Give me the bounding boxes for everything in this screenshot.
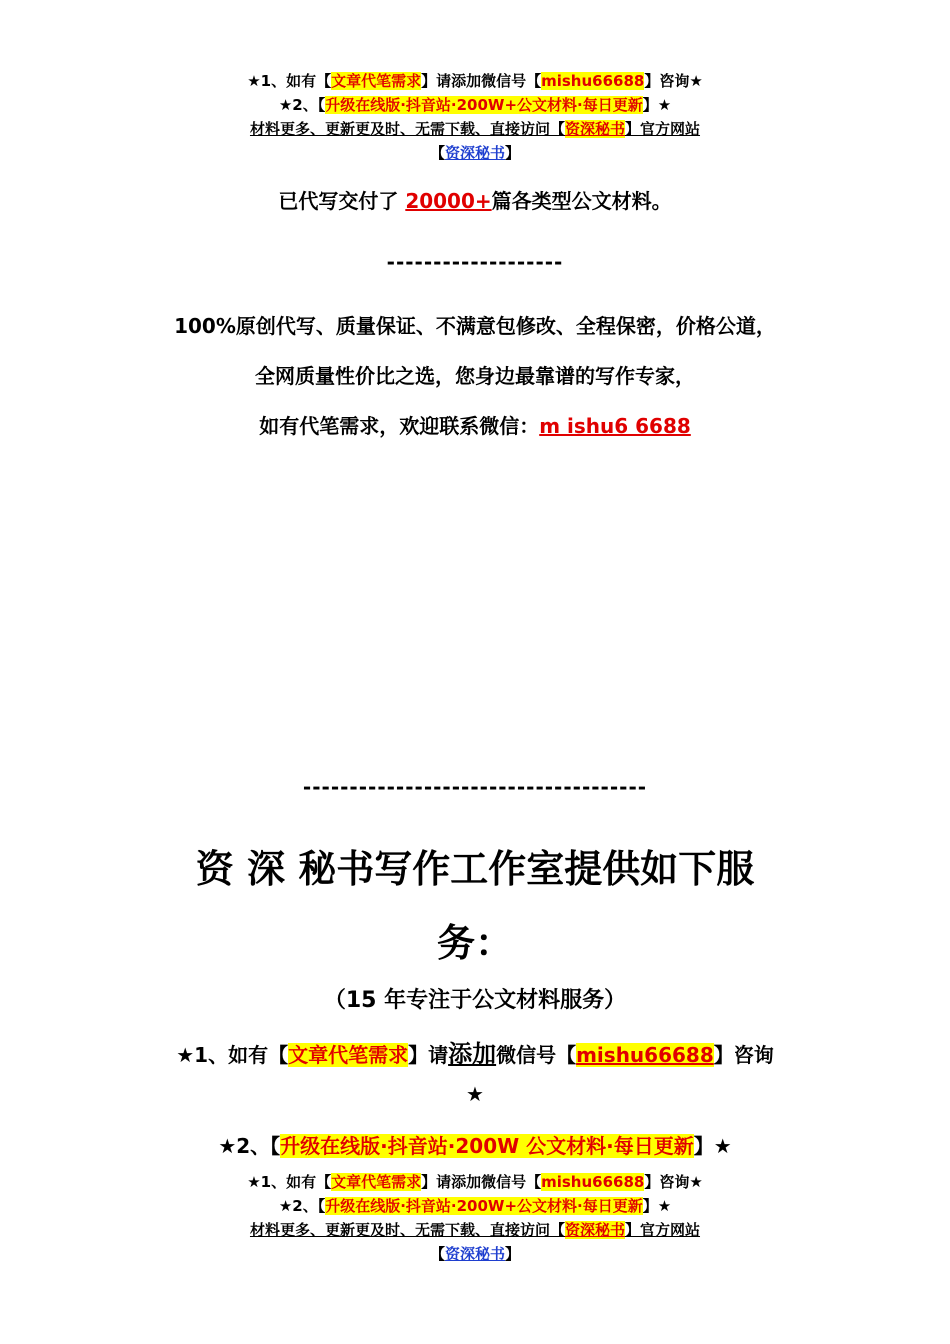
wechat-id-highlight: mishu66688 [541, 1173, 645, 1191]
site-link[interactable]: 资深秘书 [444, 144, 505, 162]
online-version-highlight: 升级在线版·抖音站·200W+公文材料·每日更新 [325, 96, 643, 114]
top-ad-line-2: ★2、【升级在线版·抖音站·200W+公文材料·每日更新】★ [278, 96, 672, 114]
promo-line-1: 100%原创代写、质量保证、不满意包修改、全程保密，价格公道， [174, 314, 776, 338]
divider-short: ------------------- [386, 250, 564, 274]
wechat-id-highlight: mishu66688 [576, 1043, 714, 1067]
promo-line-3: 如有代笔需求，欢迎联系微信：m ishu6 6688 [259, 414, 691, 438]
highlight-writing-service: 文章代笔需求 [331, 72, 422, 90]
services-line-2: ★2、【升级在线版·抖音站·200W 公文材料·每日更新】★ [218, 1134, 732, 1158]
services-subtitle: （15 年专注于公文材料服务） [323, 988, 627, 1013]
add-emphasis: 添加 [448, 1040, 497, 1068]
top-ad-line-1: ★1、如有【文章代笔需求】请添加微信号【mishu66688】咨询★ [247, 72, 703, 90]
services-title-line-1: 资 深 秘书写作工作室提供如下服 [195, 847, 755, 891]
footer-ad-line-4: 【资深秘书】 [429, 1245, 521, 1263]
site-name-highlight[interactable]: 资深秘书 [564, 1221, 625, 1239]
delivered-count: 20000+ [405, 189, 492, 213]
promo-line-2: 全网质量性价比之选，您身边最靠谱的写作专家， [255, 364, 695, 388]
site-name-highlight[interactable]: 资深秘书 [564, 120, 625, 138]
top-ad-line-3: 材料更多、更新更及时、无需下载、直接访问【资深秘书】官方网站 [249, 120, 701, 138]
divider-long: ------------------------------------- [302, 775, 648, 799]
delivered-statement: 已代写交付了 20000+篇各类型公文材料。 [278, 189, 672, 213]
highlight-writing-service: 文章代笔需求 [288, 1043, 409, 1067]
highlight-writing-service: 文章代笔需求 [331, 1173, 422, 1191]
online-version-highlight: 升级在线版·抖音站·200W+公文材料·每日更新 [325, 1197, 643, 1215]
services-line-1: ★1、如有【文章代笔需求】请添加微信号【mishu66688】咨询 [176, 1040, 774, 1068]
footer-ad-line-2: ★2、【升级在线版·抖音站·200W+公文材料·每日更新】★ [278, 1197, 672, 1215]
online-version-highlight: 升级在线版·抖音站·200W 公文材料·每日更新 [280, 1134, 694, 1158]
footer-ad-line-3: 材料更多、更新更及时、无需下载、直接访问【资深秘书】官方网站 [249, 1221, 701, 1239]
site-link[interactable]: 资深秘书 [444, 1245, 505, 1263]
services-line-1-star: ★ [466, 1082, 484, 1106]
services-title-line-2: 务： [436, 921, 513, 965]
footer-ad-line-1: ★1、如有【文章代笔需求】请添加微信号【mishu66688】咨询★ [247, 1173, 703, 1191]
wechat-id-highlight: mishu66688 [541, 72, 645, 90]
top-ad-line-4: 【资深秘书】 [429, 144, 521, 162]
wechat-contact-link[interactable]: m ishu6 6688 [539, 414, 691, 438]
